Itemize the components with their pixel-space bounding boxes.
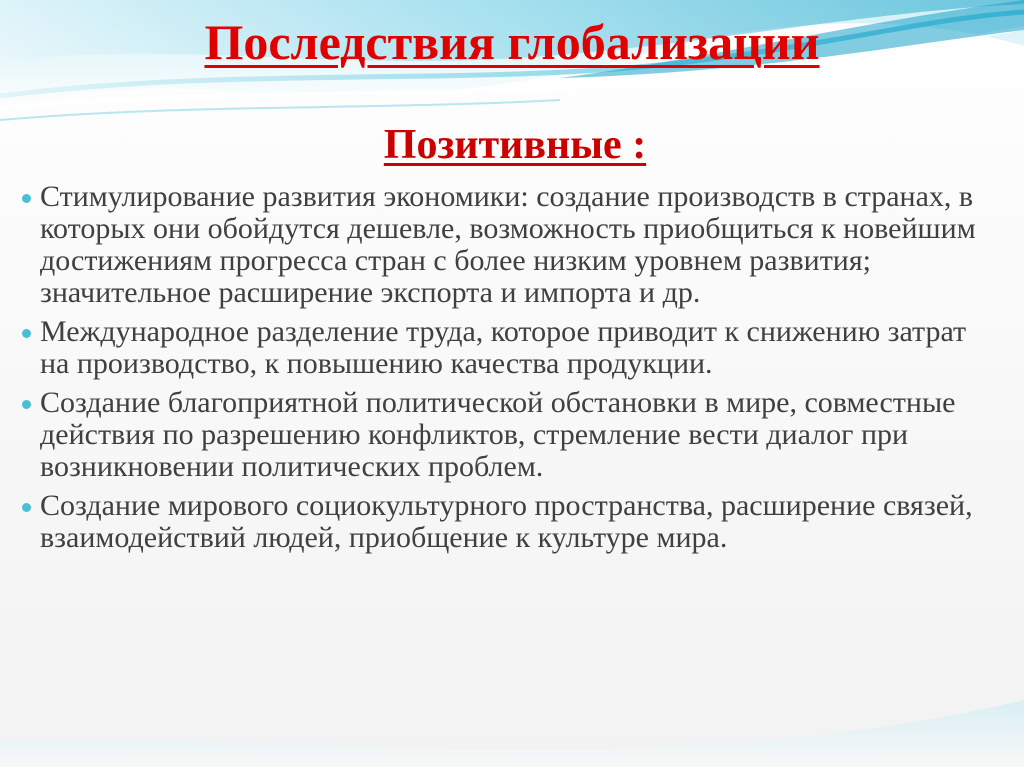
circle-bullet-icon — [22, 503, 31, 512]
bullet-text: Создание благоприятной политической обстановки в мире, совместные действия по разрешению конфликтов, стремление вести диалог при возникновении политических проблем. — [40, 386, 956, 483]
list-item — [22, 387, 1002, 483]
circle-bullet-icon — [22, 400, 31, 409]
list-item — [22, 490, 1002, 554]
list-item — [22, 316, 1002, 380]
bullet-text: Создание мирового социокультурного пространства, расширение связей, взаимодействий людей, приобщение к культуре мира. — [40, 489, 973, 554]
bullet-text: Международное разделение труда, которое приводит к снижению затрат на производство, к повышению качества продукции. — [40, 315, 967, 380]
bullet-text: Стимулирование развития экономики: создание производств в странах, в которых они обойдутся дешевле, возможность приобщиться к новейшим достижениям прогресса стран с более низким уровнем развития; значительное расширение экспорта и импорта и др. — [40, 180, 976, 309]
circle-bullet-icon — [22, 329, 31, 338]
bullet-list — [22, 181, 1002, 561]
slide-title: Последствия глобализации — [204, 14, 820, 70]
list-item — [22, 181, 1002, 309]
circle-bullet-icon — [22, 194, 31, 203]
slide-subtitle: Позитивные : — [383, 122, 647, 168]
